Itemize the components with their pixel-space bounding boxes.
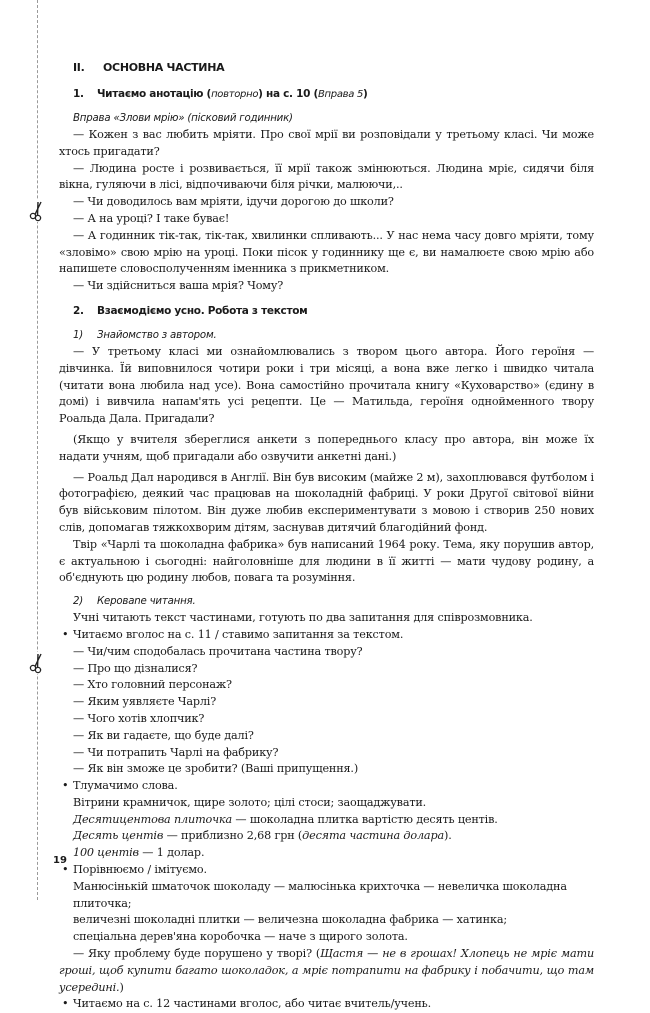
subsection-heading xyxy=(73,593,594,610)
step1-title-part: ) на с. 10 ( xyxy=(258,88,318,100)
words-line: Вітрини крамничок, щире золото; цілі стоси; заощаджувати. xyxy=(73,795,427,809)
subsection-title: Знайомство з автором. xyxy=(97,329,217,341)
problem-question-text: ) xyxy=(119,980,124,994)
question-item: — Як він зможе це зробити? (Ваші припущення.) xyxy=(73,762,359,776)
dashed-cut-line xyxy=(37,0,38,900)
page-content xyxy=(59,58,594,1013)
question-item: — Чого хотів хлопчик? xyxy=(73,711,205,725)
question-item: — Як ви гадаєте, що буде далі? xyxy=(73,728,254,742)
compare-line: спеціальна дерев'яна коробочка — наче з щирого золота. xyxy=(73,930,408,944)
subsection-number: 1) xyxy=(73,329,84,341)
bullet-item: • Читаємо на с. 12 частинами вголос, або читає вчитель/учень. xyxy=(59,996,594,1013)
step2-heading xyxy=(73,301,594,321)
definition xyxy=(59,845,594,862)
bullet-item: • Читаємо вголос на с. 11 / ставимо запитання за текстом. xyxy=(59,627,594,644)
subsection-title: Керовane читання. xyxy=(97,596,196,608)
exercise-caption: Вправа «Злови мрію» (пісковий годинник) xyxy=(73,113,293,124)
definition-term: 100 центів xyxy=(73,846,139,860)
dialogue-line: — А на уроці? І таке буває! xyxy=(73,211,230,225)
question-item: — Хто головний персонаж? xyxy=(73,678,232,692)
question-item: — Яким уявляєте Чарлі? xyxy=(73,695,217,709)
paragraph: (Якщо у вчителя збереглися анкети з попереднього класу про автора, він може їх надати учням, щоб пригадали або озвучити анкетні дані.) xyxy=(59,432,594,463)
step1-title-italic: повторно xyxy=(211,89,259,100)
step2-number: 2. xyxy=(73,304,84,317)
paragraph: Твір «Чарлі та шоколадна фабрика» був написаний 1964 року. Тема, яку порушив автор, є актуальною і сьогодні: найголовніше для людини в її житті — мати чудову родину, а об'єднують цю родину любов, повага та розуміння. xyxy=(59,537,594,585)
paragraph: — У третьому класі ми ознайомлювались з твором цього автора. Його героїня — дівчинка. Їй виповнилося чотири роки і три місяці, а вона вже легко і швидко читала (читати вона любила над усе). Вона самостійно прочитала книгу «Куховарство» (єдину в домі) і вивчила напам'ять усі рецепти. Це — Матильда, героїня однойменного твору Роальда Дала. Пригадали? xyxy=(59,344,594,426)
dialogue-line: — Кожен з вас любить мріяти. Про свої мрії ви розповідали у третьому класі. Чи може хтось пригадати? xyxy=(59,128,594,158)
definition-term: Десятицентова плиточка xyxy=(73,812,232,826)
definition xyxy=(59,812,594,829)
question-item: — Про що дізналися? xyxy=(73,661,198,675)
paragraph: — Роальд Дал народився в Англії. Він був високим (майже 2 м), захоплювався футболом і фотографією, деякий час працював на шоколадній фабриці. У роки Другої світової війни був військовим пілотом. Він дуже любив експериментувати з мовою і створив 250 нових слів, допомагав тяжкохворим дітям, заснував дитячий благодійний фонд. xyxy=(59,470,594,534)
compare-line: величезні шоколадні плитки — величезна шоколадна фабрика — хатинка; xyxy=(73,913,507,927)
step1-number: 1. xyxy=(73,88,84,100)
definition-term: Десять центів xyxy=(73,829,164,843)
step2-title: Взаємодіємо усно. Робота з текстом xyxy=(97,304,308,317)
step1-heading xyxy=(73,84,594,104)
bullet-item: • Порівнюємо / імітуємо. xyxy=(59,862,594,879)
paragraph: Учні читають текст частинами, готують по два запитання для співрозмовника. xyxy=(73,611,533,625)
problem-answer: Щастя — не в грошах! Хлопець не мріє мати гроші, щоб купити багато шоколадок, а мріє потрапити на фабрику і побачити, що там усередині. xyxy=(59,947,595,994)
definition-note: десята частина долара xyxy=(302,829,444,843)
question-item: — Чи/чим сподобалась прочитана частина твору? xyxy=(73,644,363,658)
definition-text: — приблизно 2,68 грн ( xyxy=(163,829,303,843)
step1-title-part: Читаємо анотацію ( xyxy=(97,88,212,100)
page-number: 19 xyxy=(53,855,67,866)
definition-text: ). xyxy=(443,829,452,843)
scissors-icon xyxy=(27,200,49,222)
dialogue-line: — Чи здійсниться ваша мрія? Чому? xyxy=(73,279,284,293)
definition-text: — 1 долар. xyxy=(138,846,205,860)
subsection-heading xyxy=(73,327,594,344)
section-title: ОСНОВНА ЧАСТИНА xyxy=(103,61,225,74)
problem-question xyxy=(59,946,594,996)
definition xyxy=(59,828,594,845)
dialogue-line: — Чи доводилось вам мріяти, ідучи дорогою до школи? xyxy=(73,195,394,209)
dialogue-line: — Людина росте і розвивається, її мрії також змінюються. Людина мріє, сидячи біля вікна, гуляючи в лісі, відпочиваючи біля річки, малюючи,.. xyxy=(59,161,594,192)
section-number: II. xyxy=(73,61,85,74)
bullet-item: • Тлумачимо слова. xyxy=(59,778,594,795)
subsection-number: 2) xyxy=(73,596,84,608)
step1-title-italic: Вправа 5 xyxy=(317,89,364,100)
scissors-icon xyxy=(27,652,49,674)
question-item: — Чи потрапить Чарлі на фабрику? xyxy=(73,745,279,759)
problem-question-text: — Яку проблему буде порушено у творі? ( xyxy=(73,947,321,961)
dialogue-line: — А годинник тік-так, тік-так, хвилинки спливають... У нас нема часу довго мріяти, тому «зловімо» свою мрію на уроці. Поки пісок у годиннику ще є, ви намалюєте свою мрію або напишете словосполученням іменника з прикметником. xyxy=(59,228,594,276)
step1-title-part: ) xyxy=(363,88,368,100)
compare-line: Манюсінькій шматочок шоколаду — малюсінька крихточка — невеличка шоколадна плиточка; xyxy=(73,879,567,910)
definition-text: — шоколадна плитка вартістю десять центів. xyxy=(231,812,498,826)
section-heading xyxy=(73,58,594,78)
